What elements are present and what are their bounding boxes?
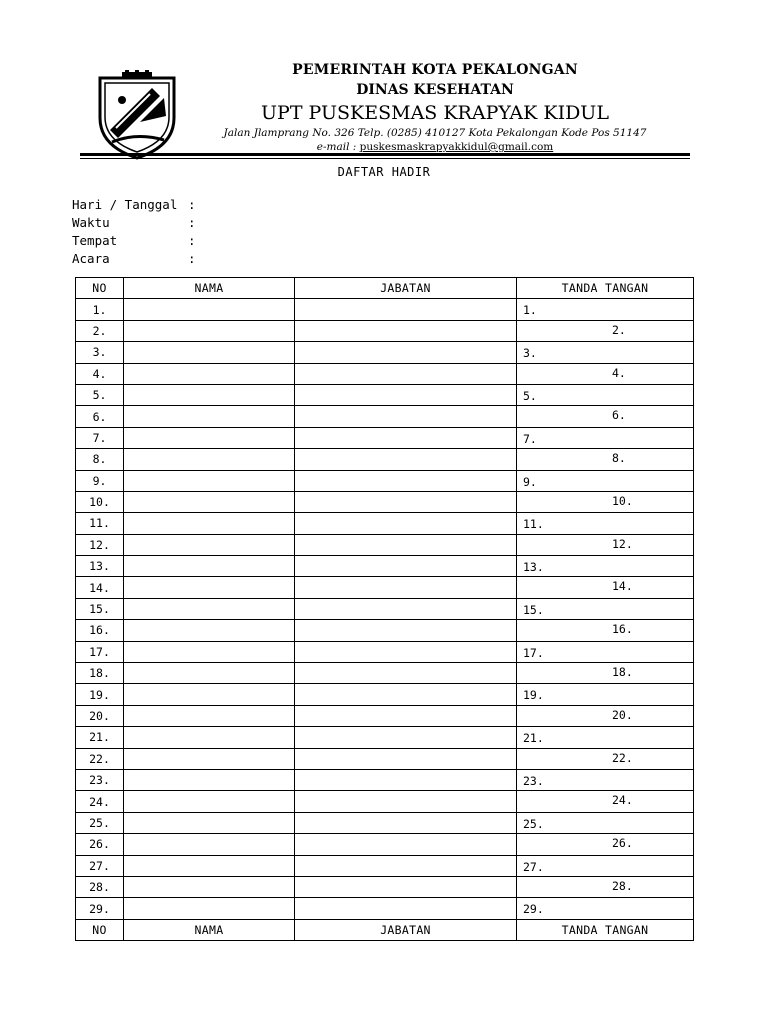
row-number: 1. xyxy=(76,299,124,320)
name-cell[interactable] xyxy=(124,684,295,705)
position-cell[interactable] xyxy=(295,855,517,876)
name-cell[interactable] xyxy=(124,320,295,341)
table-row xyxy=(76,620,694,641)
signature-cell[interactable] xyxy=(517,320,694,341)
signature-cell[interactable] xyxy=(517,299,694,320)
signature-number: 26. xyxy=(612,836,633,851)
signature-number: 24. xyxy=(612,793,633,808)
info-separator: : xyxy=(188,233,196,248)
table-row xyxy=(76,641,694,662)
table-row xyxy=(76,684,694,705)
info-row-time xyxy=(72,214,196,232)
address-line: Jalan Jlamprang No. 326 Telp. (0285) 410127 Kota Pekalongan Kode Pos 51147 xyxy=(223,127,647,139)
signature-number: 11. xyxy=(523,517,544,532)
signature-cell[interactable] xyxy=(517,406,694,427)
row-number: 19. xyxy=(76,684,124,705)
name-cell[interactable] xyxy=(124,855,295,876)
position-cell[interactable] xyxy=(295,684,517,705)
row-number: 2. xyxy=(76,320,124,341)
header-position: JABATAN xyxy=(295,278,517,299)
table-row xyxy=(76,598,694,619)
signature-number: 4. xyxy=(612,365,626,380)
signature-number: 8. xyxy=(612,451,626,466)
position-cell[interactable] xyxy=(295,876,517,897)
table-row xyxy=(76,577,694,598)
signature-cell[interactable] xyxy=(517,834,694,855)
signature-number: 20. xyxy=(612,707,633,722)
table-row xyxy=(76,791,694,812)
row-number: 22. xyxy=(76,748,124,769)
letterhead xyxy=(200,60,670,154)
table-row xyxy=(76,855,694,876)
table-row xyxy=(76,534,694,555)
table-footer-row xyxy=(76,919,694,940)
signature-cell[interactable] xyxy=(517,727,694,748)
signature-cell[interactable] xyxy=(517,705,694,726)
position-cell[interactable] xyxy=(295,791,517,812)
table-row xyxy=(76,384,694,405)
position-cell[interactable] xyxy=(295,406,517,427)
name-cell[interactable] xyxy=(124,577,295,598)
name-cell[interactable] xyxy=(124,598,295,619)
table-row xyxy=(76,769,694,790)
name-cell[interactable] xyxy=(124,449,295,470)
row-number: 7. xyxy=(76,427,124,448)
table-row xyxy=(76,363,694,384)
signature-cell[interactable] xyxy=(517,769,694,790)
position-cell[interactable] xyxy=(295,620,517,641)
info-row-date xyxy=(72,196,196,214)
signature-number: 27. xyxy=(523,859,544,874)
name-cell[interactable] xyxy=(124,876,295,897)
table-row xyxy=(76,299,694,320)
table-row xyxy=(76,491,694,512)
signature-number: 23. xyxy=(523,773,544,788)
position-cell[interactable] xyxy=(295,534,517,555)
position-cell[interactable] xyxy=(295,299,517,320)
signature-cell[interactable] xyxy=(517,342,694,363)
info-label: Tempat xyxy=(72,233,118,248)
name-cell[interactable] xyxy=(124,663,295,684)
signature-cell[interactable] xyxy=(517,791,694,812)
footer-no: NO xyxy=(76,919,124,940)
position-cell[interactable] xyxy=(295,598,517,619)
signature-number: 10. xyxy=(612,493,633,508)
name-cell[interactable] xyxy=(124,299,295,320)
row-number: 20. xyxy=(76,705,124,726)
header-no: NO xyxy=(76,278,124,299)
position-cell[interactable] xyxy=(295,342,517,363)
header-rule-thin xyxy=(80,158,690,159)
row-number: 18. xyxy=(76,663,124,684)
row-number: 11. xyxy=(76,513,124,534)
name-cell[interactable] xyxy=(124,427,295,448)
info-row-place xyxy=(72,232,196,250)
attendance-table xyxy=(75,277,694,941)
signature-cell[interactable] xyxy=(517,577,694,598)
signature-cell[interactable] xyxy=(517,470,694,491)
position-cell[interactable] xyxy=(295,705,517,726)
document-title: DAFTAR HADIR xyxy=(337,165,431,179)
position-cell[interactable] xyxy=(295,449,517,470)
event-info xyxy=(72,196,196,268)
name-cell[interactable] xyxy=(124,898,295,919)
table-row xyxy=(76,748,694,769)
name-cell[interactable] xyxy=(124,513,295,534)
signature-cell[interactable] xyxy=(517,363,694,384)
table-row xyxy=(76,898,694,919)
header-signature: TANDA TANGAN xyxy=(517,278,694,299)
info-separator: : xyxy=(188,197,196,212)
row-number: 12. xyxy=(76,534,124,555)
position-cell[interactable] xyxy=(295,812,517,833)
name-cell[interactable] xyxy=(124,384,295,405)
table-row xyxy=(76,470,694,491)
signature-cell[interactable] xyxy=(517,449,694,470)
table-body xyxy=(76,299,694,919)
signature-cell[interactable] xyxy=(517,663,694,684)
signature-number: 22. xyxy=(612,750,633,765)
position-cell[interactable] xyxy=(295,663,517,684)
row-number: 26. xyxy=(76,834,124,855)
position-cell[interactable] xyxy=(295,556,517,577)
name-cell[interactable] xyxy=(124,406,295,427)
name-cell[interactable] xyxy=(124,641,295,662)
position-cell[interactable] xyxy=(295,834,517,855)
signature-number: 2. xyxy=(612,322,626,337)
table-row xyxy=(76,513,694,534)
signature-number: 17. xyxy=(523,645,544,660)
table-row xyxy=(76,727,694,748)
signature-number: 14. xyxy=(612,579,633,594)
row-number: 9. xyxy=(76,470,124,491)
row-number: 5. xyxy=(76,384,124,405)
footer-signature: TANDA TANGAN xyxy=(517,919,694,940)
footer-position: JABATAN xyxy=(295,919,517,940)
row-number: 25. xyxy=(76,812,124,833)
row-number: 8. xyxy=(76,449,124,470)
signature-number: 21. xyxy=(523,731,544,746)
name-cell[interactable] xyxy=(124,363,295,384)
row-number: 23. xyxy=(76,769,124,790)
position-cell[interactable] xyxy=(295,427,517,448)
name-cell[interactable] xyxy=(124,556,295,577)
signature-cell[interactable] xyxy=(517,598,694,619)
table-row xyxy=(76,812,694,833)
name-cell[interactable] xyxy=(124,812,295,833)
signature-cell[interactable] xyxy=(517,620,694,641)
signature-number: 6. xyxy=(612,408,626,423)
signature-cell[interactable] xyxy=(517,876,694,897)
signature-cell[interactable] xyxy=(517,384,694,405)
row-number: 21. xyxy=(76,727,124,748)
name-cell[interactable] xyxy=(124,791,295,812)
table-row xyxy=(76,427,694,448)
position-cell[interactable] xyxy=(295,470,517,491)
header-name: NAMA xyxy=(124,278,295,299)
signature-number: 7. xyxy=(523,431,537,446)
table-row xyxy=(76,406,694,427)
row-number: 16. xyxy=(76,620,124,641)
info-label: Acara xyxy=(72,251,110,266)
signature-cell[interactable] xyxy=(517,641,694,662)
department-name: DINAS KESEHATAN xyxy=(356,82,514,98)
row-number: 3. xyxy=(76,342,124,363)
name-cell[interactable] xyxy=(124,620,295,641)
name-cell[interactable] xyxy=(124,748,295,769)
position-cell[interactable] xyxy=(295,577,517,598)
signature-cell[interactable] xyxy=(517,855,694,876)
footer-name: NAMA xyxy=(124,919,295,940)
name-cell[interactable] xyxy=(124,491,295,512)
signature-cell[interactable] xyxy=(517,748,694,769)
position-cell[interactable] xyxy=(295,641,517,662)
signature-number: 15. xyxy=(523,602,544,617)
row-number: 4. xyxy=(76,363,124,384)
institution-name: UPT PUSKESMAS KRAPYAK KIDUL xyxy=(261,102,609,124)
name-cell[interactable] xyxy=(124,769,295,790)
name-cell[interactable] xyxy=(124,834,295,855)
name-cell[interactable] xyxy=(124,727,295,748)
row-number: 10. xyxy=(76,491,124,512)
position-cell[interactable] xyxy=(295,320,517,341)
table-row xyxy=(76,556,694,577)
name-cell[interactable] xyxy=(124,705,295,726)
name-cell[interactable] xyxy=(124,342,295,363)
signature-cell[interactable] xyxy=(517,491,694,512)
position-cell[interactable] xyxy=(295,384,517,405)
info-row-event xyxy=(72,250,196,268)
city-crest-icon xyxy=(92,70,182,160)
signature-number: 9. xyxy=(523,474,537,489)
info-separator: : xyxy=(188,215,196,230)
position-cell[interactable] xyxy=(295,513,517,534)
signature-cell[interactable] xyxy=(517,684,694,705)
row-number: 6. xyxy=(76,406,124,427)
signature-cell[interactable] xyxy=(517,556,694,577)
row-number: 17. xyxy=(76,641,124,662)
signature-number: 16. xyxy=(612,622,633,637)
row-number: 29. xyxy=(76,898,124,919)
info-label: Hari / Tanggal xyxy=(72,197,178,212)
signature-cell[interactable] xyxy=(517,812,694,833)
email-label: e-mail : xyxy=(316,141,357,153)
position-cell[interactable] xyxy=(295,748,517,769)
row-number: 15. xyxy=(76,598,124,619)
signature-number: 5. xyxy=(523,388,537,403)
signature-cell[interactable] xyxy=(517,513,694,534)
table-row xyxy=(76,705,694,726)
email-address: puskesmaskrapyakkidul@gmail.com xyxy=(359,141,554,153)
signature-number: 12. xyxy=(612,536,633,551)
signature-cell[interactable] xyxy=(517,427,694,448)
row-number: 28. xyxy=(76,876,124,897)
signature-number: 19. xyxy=(523,688,544,703)
name-cell[interactable] xyxy=(124,534,295,555)
signature-number: 3. xyxy=(523,346,537,361)
table-row xyxy=(76,342,694,363)
row-number: 27. xyxy=(76,855,124,876)
table-row xyxy=(76,876,694,897)
signature-number: 25. xyxy=(523,816,544,831)
row-number: 24. xyxy=(76,791,124,812)
position-cell[interactable] xyxy=(295,727,517,748)
position-cell[interactable] xyxy=(295,898,517,919)
signature-number: 18. xyxy=(612,665,633,680)
header-rule-thick xyxy=(80,153,690,156)
position-cell[interactable] xyxy=(295,491,517,512)
name-cell[interactable] xyxy=(124,470,295,491)
table-row xyxy=(76,449,694,470)
table-row xyxy=(76,320,694,341)
signature-number: 1. xyxy=(523,303,537,318)
row-number: 14. xyxy=(76,577,124,598)
position-cell[interactable] xyxy=(295,769,517,790)
info-label: Waktu xyxy=(72,215,110,230)
table-row xyxy=(76,663,694,684)
signature-number: 29. xyxy=(523,902,544,917)
row-number: 13. xyxy=(76,556,124,577)
signature-number: 13. xyxy=(523,560,544,575)
signature-cell[interactable] xyxy=(517,534,694,555)
government-name: PEMERINTAH KOTA PEKALONGAN xyxy=(292,62,578,78)
table-header-row xyxy=(76,278,694,299)
table-row xyxy=(76,834,694,855)
info-separator: : xyxy=(188,251,196,266)
signature-cell[interactable] xyxy=(517,898,694,919)
signature-number: 28. xyxy=(612,878,633,893)
position-cell[interactable] xyxy=(295,363,517,384)
